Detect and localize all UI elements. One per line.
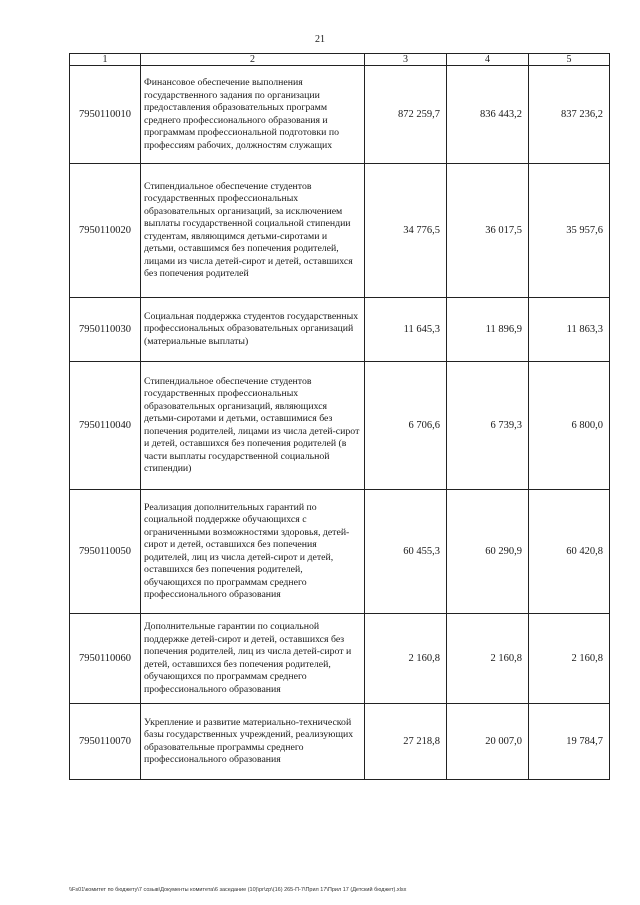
row-value-col3: 11 645,3 xyxy=(365,298,447,362)
table-row xyxy=(70,66,610,164)
footer-file-path: \\Fs01\комитет по бюджету\7 созыв\Документы комитета\6 заседание (10)\pr\zp\(16) 265-П-7\Прил 17\Прил 17 (Детский бюджет).xlsx xyxy=(69,887,407,893)
row-value-col5: 19 784,7 xyxy=(529,704,610,780)
row-description: Стипендиальное обеспечение студентов государственных профессиональных образовательных организаций, за исключением выплаты государственной социальной стипендии студентам, являющимся детьми-сиротами и детьми, оставшимся без попечения родителей, лицами из числа детей-сирот и детей, оставшихся без попечения родителей xyxy=(141,164,365,298)
row-code: 7950110020 xyxy=(70,164,141,298)
table-row xyxy=(70,298,610,362)
row-value-col5: 35 957,6 xyxy=(529,164,610,298)
table-header-row xyxy=(70,54,610,66)
column-header-1: 1 xyxy=(70,54,141,66)
table-row xyxy=(70,164,610,298)
column-header-4: 4 xyxy=(447,54,529,66)
row-value-col4: 60 290,9 xyxy=(447,490,529,614)
row-code: 7950110010 xyxy=(70,66,141,164)
row-description: Социальная поддержка студентов государственных профессиональных образовательных организаций (материальные выплаты) xyxy=(141,298,365,362)
column-header-3: 3 xyxy=(365,54,447,66)
row-code: 7950110070 xyxy=(70,704,141,780)
row-value-col4: 36 017,5 xyxy=(447,164,529,298)
table-row xyxy=(70,704,610,780)
row-value-col3: 6 706,6 xyxy=(365,362,447,490)
page-number: 21 xyxy=(315,34,325,45)
row-value-col3: 34 776,5 xyxy=(365,164,447,298)
row-value-col3: 2 160,8 xyxy=(365,614,447,704)
row-value-col5: 11 863,3 xyxy=(529,298,610,362)
row-value-col5: 6 800,0 xyxy=(529,362,610,490)
column-header-2: 2 xyxy=(141,54,365,66)
row-value-col3: 872 259,7 xyxy=(365,66,447,164)
budget-table xyxy=(69,53,610,780)
column-header-5: 5 xyxy=(529,54,610,66)
row-value-col5: 2 160,8 xyxy=(529,614,610,704)
row-code: 7950110040 xyxy=(70,362,141,490)
row-value-col5: 837 236,2 xyxy=(529,66,610,164)
table-row xyxy=(70,614,610,704)
row-description: Дополнительные гарантии по социальной поддержке детей-сирот и детей, оставшихся без попечения родителей, лиц из числа детей-сирот и детей, оставшихся без попечения родителей, обучающихся по программам среднего профессионального образования xyxy=(141,614,365,704)
row-value-col4: 836 443,2 xyxy=(447,66,529,164)
row-description: Стипендиальное обеспечение студентов государственных профессиональных образовательных организаций, являющихся детьми-сиротами и детьми, оставшимися без попечения родителей, лицами из числа детей-сирот и детей, оставшихся без попечения родителей (в части выплаты государственной социальной стипендии) xyxy=(141,362,365,490)
row-description: Финансовое обеспечение выполнения государственного задания по организации предоставления образовательных программ среднего профессионального образования и программам профессиональной подготовки по профессиям рабочих, должностям служащих xyxy=(141,66,365,164)
row-code: 7950110050 xyxy=(70,490,141,614)
row-description: Реализация дополнительных гарантий по социальной поддержке обучающихся с ограниченными возможностями здоровья, детей-сирот и детей, оставшихся без попечения родителей, лиц из числа детей-сирот и детей, оставшихся без попечения родителей, обучающихся по программам среднего профессионального образования xyxy=(141,490,365,614)
row-value-col3: 27 218,8 xyxy=(365,704,447,780)
row-value-col3: 60 455,3 xyxy=(365,490,447,614)
row-value-col4: 11 896,9 xyxy=(447,298,529,362)
row-value-col4: 6 739,3 xyxy=(447,362,529,490)
table-row xyxy=(70,362,610,490)
row-value-col4: 2 160,8 xyxy=(447,614,529,704)
row-value-col4: 20 007,0 xyxy=(447,704,529,780)
row-code: 7950110030 xyxy=(70,298,141,362)
row-code: 7950110060 xyxy=(70,614,141,704)
row-description: Укрепление и развитие материально-технической базы государственных учреждений, реализующих образовательные программы среднего профессионального образования xyxy=(141,704,365,780)
table-row xyxy=(70,490,610,614)
row-value-col5: 60 420,8 xyxy=(529,490,610,614)
